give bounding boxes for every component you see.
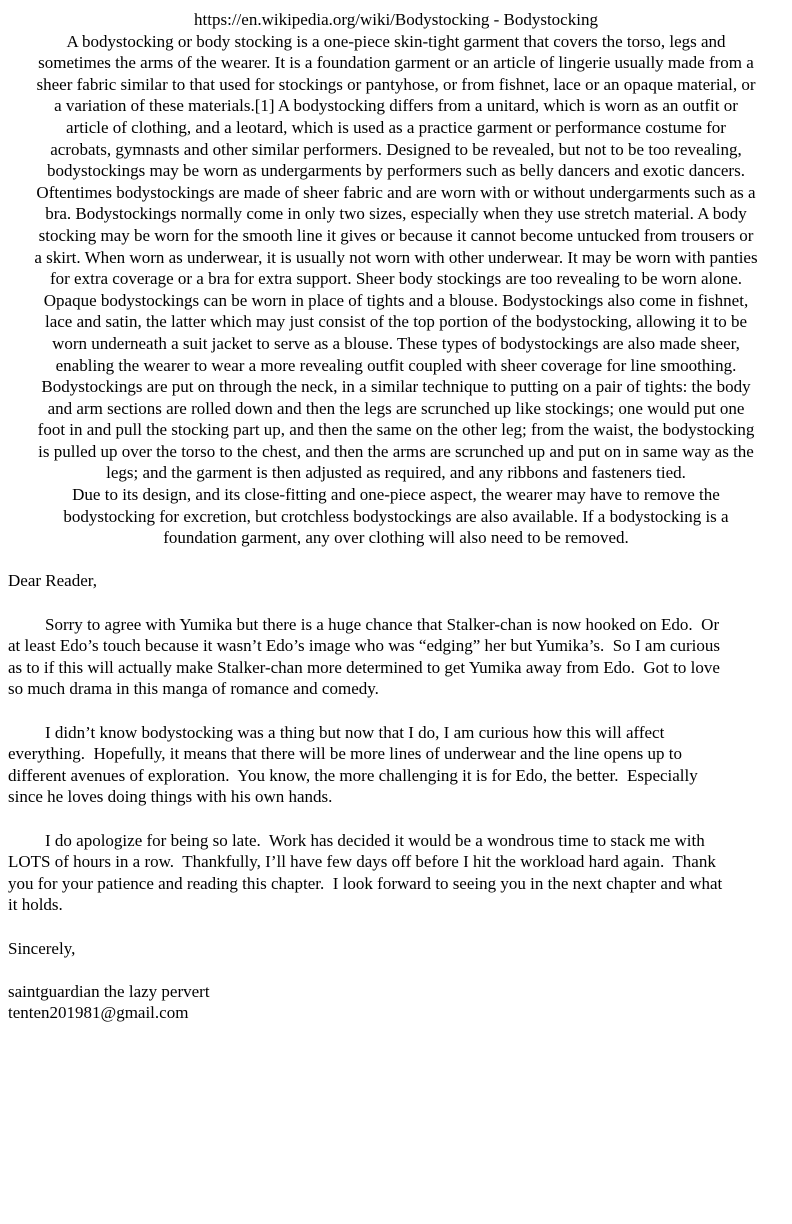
article-section: [8, 9, 784, 549]
letter-salutation: Dear Reader,: [8, 571, 97, 591]
letter-section: [8, 570, 784, 1023]
article-line: for extra coverage or a bra for extra support. Sheer body stockings are too revealing to be worn alone.: [49, 269, 743, 289]
article-line: Bodystockings are put on through the neck, in a similar technique to putting on a pair of tights: the body: [41, 377, 751, 397]
letter-line: everything. Hopefully, it means that there will be more lines of underwear and the line opens up to: [8, 744, 682, 764]
article-line: A bodystocking or body stocking is a one-piece skin-tight garment that covers the torso, legs and: [66, 31, 726, 51]
source-url-line: https://en.wikipedia.org/wiki/Bodystocking - Bodystocking: [194, 10, 598, 29]
letter-line: different avenues of exploration. You know, the more challenging it is for Edo, the better. Especially: [8, 765, 698, 785]
article-line: a variation of these materials.[1] A bodystocking differs from a unitard, which is worn as an outfit or: [54, 96, 738, 116]
article-line: foot in and pull the stocking part up, and then the same on the other leg; from the waist, the bodystocking: [37, 420, 755, 440]
letter-body: [8, 614, 784, 916]
article-line: Oftentimes bodystockings are made of sheer fabric and are worn with or without undergarments such as a: [36, 182, 756, 202]
article-line: stocking may be worn for the smooth line it gives or because it cannot become untucked from trousers or: [38, 225, 754, 245]
letter-line: at least Edo’s touch because it wasn’t Edo’s image who was “edging” her but Yumika’s. So I am curious: [8, 636, 720, 656]
article-body: [8, 31, 784, 549]
article-line: foundation garment, any over clothing will also need to be removed.: [163, 528, 629, 548]
letter-line: I didn’t know bodystocking was a thing but now that I do, I am curious how this will affect: [45, 722, 665, 742]
blank-line: [8, 592, 784, 614]
letter-line: since he loves doing things with his own hands.: [8, 787, 333, 807]
article-line: Opaque bodystockings can be worn in place of tights and a blouse. Bodystockings also come in fishnet,: [43, 290, 749, 310]
article-line: article of clothing, and a leotard, which is used as a practice garment or performance costume for: [66, 117, 726, 137]
article-line: acrobats, gymnasts and other similar performers. Designed to be revealed, but not to be too revealing,: [50, 139, 742, 159]
article-line: sometimes the arms of the wearer. It is a foundation garment or an article of lingerie usually made from a: [38, 53, 754, 73]
letter-paragraph: [8, 722, 784, 808]
article-line: bodystockings may be worn as undergarments by performers such as belly dancers and exotic dancers.: [47, 161, 745, 181]
article-line: Due to its design, and its close-fitting and one-piece aspect, the wearer may have to remove the: [72, 485, 720, 505]
article-line: legs; and the garment is then adjusted as required, and any ribbons and fasteners tied.: [106, 463, 686, 483]
letter-line: I do apologize for being so late. Work has decided it would be a wondrous time to stack me with: [45, 830, 705, 850]
article-line: worn underneath a suit jacket to serve as a blouse. These types of bodystockings are also made sheer,: [52, 333, 740, 353]
blank-line: [8, 549, 784, 571]
article-line: is pulled up over the torso to the chest, and then the arms are scrunched up and put on in same way as the: [38, 441, 754, 461]
letter-line: it holds.: [8, 895, 63, 915]
article-line: bodystocking for excretion, but crotchless bodystockings are also available. If a bodystocking is a: [63, 506, 729, 526]
letter-closing: Sincerely,: [8, 938, 76, 958]
blank-line: [8, 959, 784, 981]
letter-paragraph: [8, 614, 784, 700]
letter-line: so much drama in this manga of romance and comedy.: [8, 679, 379, 699]
letter-signature: [8, 981, 784, 1024]
article-line: a skirt. When worn as underwear, it is usually not worn with other underwear. It may be worn with panties: [34, 247, 758, 267]
article-line: and arm sections are rolled down and then the legs are scrunched up like stockings; one would put one: [47, 398, 745, 418]
letter-line: you for your patience and reading this chapter. I look forward to seeing you in the next chapter and what: [8, 873, 723, 893]
signature-line: tenten201981@gmail.com: [8, 1003, 189, 1023]
letter-line: Sorry to agree with Yumika but there is a huge chance that Stalker-chan is now hooked on Edo. Or: [45, 614, 720, 634]
article-line: enabling the wearer to wear a more revealing outfit coupled with sheer coverage for line smoothing.: [55, 355, 737, 375]
signature-line: saintguardian the lazy pervert: [8, 981, 210, 1001]
letter-line: as to if this will actually make Stalker-chan more determined to get Yumika away from Edo. Got to love: [8, 657, 720, 677]
article-line: sheer fabric similar to that used for stockings or pantyhose, or from fishnet, lace or an opaque material, or: [36, 74, 756, 94]
article-line: bra. Bodystockings normally come in only two sizes, especially when they use stretch material. A body: [45, 204, 747, 224]
letter-line: LOTS of hours in a row. Thankfully, I’ll have few days off before I hit the workload hard again. Thank: [8, 852, 716, 872]
letter-paragraph: [8, 830, 784, 916]
article-line: lace and satin, the latter which may just consist of the top portion of the bodystocking, allowing it to be: [44, 312, 748, 332]
